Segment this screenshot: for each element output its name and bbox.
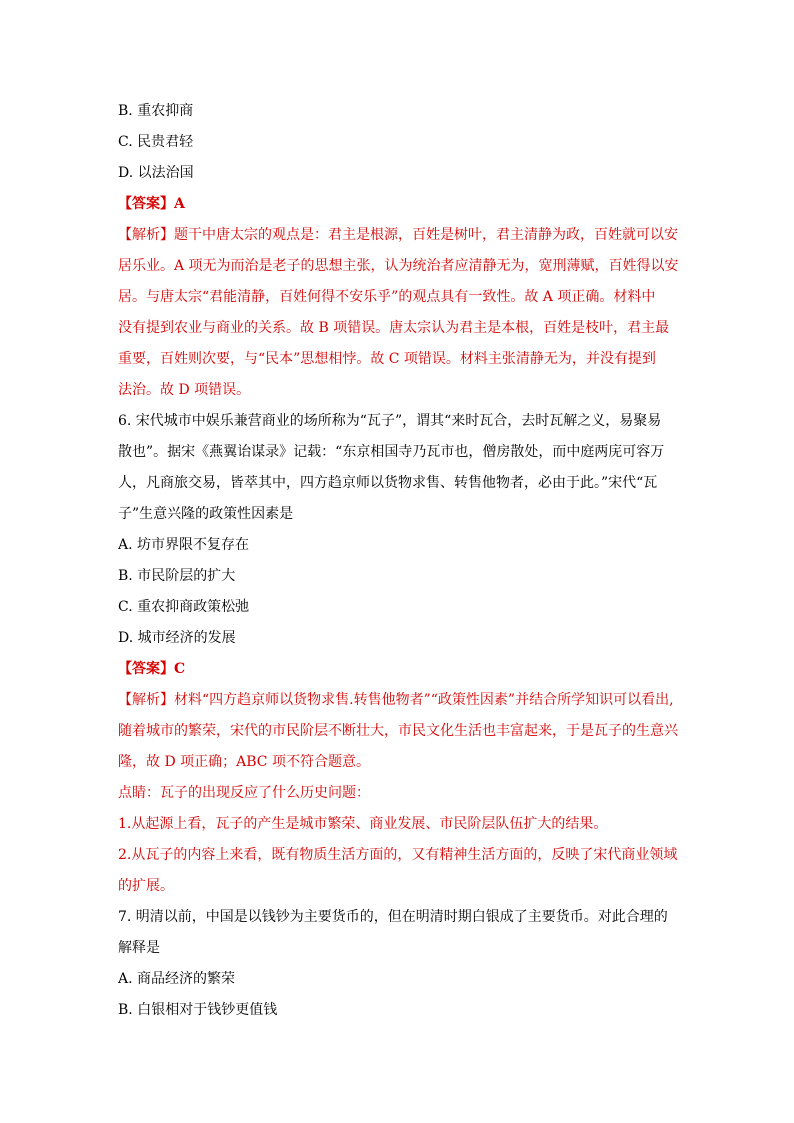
answer-label: 【答案】A bbox=[118, 196, 185, 212]
option-c-line: C. 民贵君轻 bbox=[118, 134, 194, 150]
option-a-line: A. 商品经济的繁荣 bbox=[118, 971, 236, 987]
option-c-line: C. 重农抑商政策松弛 bbox=[118, 599, 250, 615]
analysis-line: 重要，百姓则次要，与“民本”思想相悖。故 C 项错误。材料主张清静无为，并没有提到 bbox=[118, 351, 656, 367]
key-point-line: 1.从起源上看，瓦子的产生是城市繁荣、商业发展、市民阶层队伍扩大的结果。 bbox=[118, 816, 608, 832]
analysis-line: 居。与唐太宗“君能清静，百姓何得不安乐乎”的观点具有一致性。故 A 项正确。材料中 bbox=[118, 289, 656, 305]
key-point-heading: 点睛：瓦子的出现反应了什么历史问题： bbox=[118, 785, 370, 801]
question-7-line: 解释是 bbox=[118, 940, 160, 956]
answer-label: 【答案】C bbox=[118, 661, 186, 677]
option-d-line: D. 城市经济的发展 bbox=[118, 630, 236, 646]
key-point-line: 的扩展。 bbox=[118, 878, 174, 894]
analysis-line: 随着城市的繁荣，宋代的市民阶层不断壮大，市民文化生活也丰富起来，于是瓦子的生意兴 bbox=[118, 723, 678, 739]
analysis-line: 隆，故 D 项正确；ABC 项不符合题意。 bbox=[118, 754, 370, 770]
option-b-line: B. 市民阶层的扩大 bbox=[118, 568, 236, 584]
question-6-line: 散也”。据宋《燕翼诒谋录》记载：“东京相国寺乃瓦市也，僧房散处，而中庭两庑可容万 bbox=[118, 444, 665, 460]
analysis-line: 法治。故 D 项错误。 bbox=[118, 382, 251, 398]
analysis-line: 居乐业。A 项无为而治是老子的思想主张，认为统治者应清静无为，宽刑薄赋，百姓得以安 bbox=[118, 258, 679, 274]
analysis-line: 【解析】材料“四方趋京师以货物求售.转售他物者”“政策性因素”并结合所学知识可以看出, bbox=[118, 692, 674, 708]
key-point-line: 2.从瓦子的内容上来看，既有物质生活方面的，又有精神生活方面的，反映了宋代商业领域 bbox=[118, 847, 678, 863]
option-b-line: B. 白银相对于钱钞更值钱 bbox=[118, 1002, 278, 1018]
option-d-line: D. 以法治国 bbox=[118, 165, 194, 181]
question-6-line: 人，凡商旅交易，皆萃其中，四方趋京师以货物求售、转售他物者，必由于此。”宋代“瓦 bbox=[118, 475, 658, 491]
question-6-line: 子”生意兴隆的政策性因素是 bbox=[118, 506, 294, 522]
analysis-line: 没有提到农业与商业的关系。故 B 项错误。唐太宗认为君主是本根，百姓是枝叶，君主最 bbox=[118, 320, 670, 336]
question-6-line: 6. 宋代城市中娱乐兼营商业的场所称为“瓦子”，谓其“来时瓦合，去时瓦解之义，易聚易 bbox=[118, 413, 662, 429]
document-content bbox=[118, 96, 680, 1026]
option-a-line: A. 坊市界限不复存在 bbox=[118, 537, 250, 553]
option-b-line: B. 重农抑商 bbox=[118, 103, 194, 119]
analysis-line: 【解析】题干中唐太宗的观点是：君主是根源，百姓是树叶，君主清静为政，百姓就可以安 bbox=[118, 227, 678, 243]
question-7-line: 7. 明清以前，中国是以钱钞为主要货币的，但在明清时期白银成了主要货币。对此合理的 bbox=[118, 909, 668, 925]
